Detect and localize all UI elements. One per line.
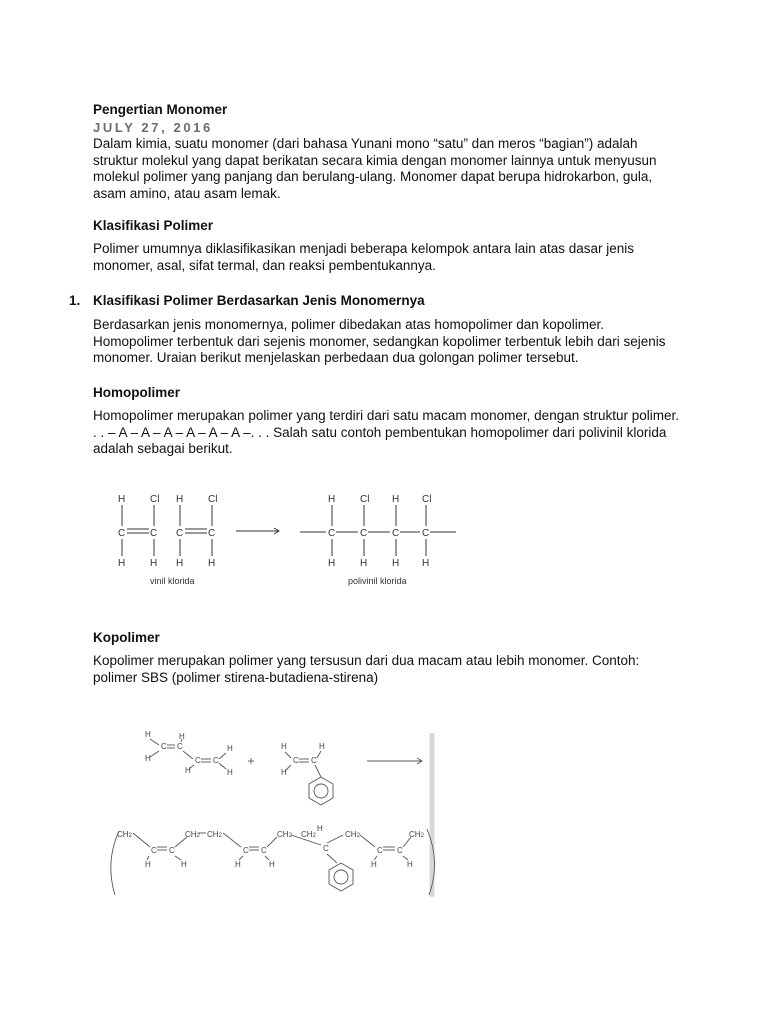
svg-text:CH2: CH2 [185, 830, 200, 839]
atom-h: H [227, 744, 233, 753]
atom-h: H [176, 494, 184, 505]
atom-cl: Cl [208, 494, 218, 505]
atom-ch: CH [277, 830, 289, 839]
atom-h: H [392, 558, 400, 569]
atom-h: H [118, 558, 126, 569]
kopolimer-paragraph: Kopolimer merupakan polimer yang tersusun dari dua macam atau lebih monomer. Contoh: polimer SBS (polimer stirena-butadiena-stirena) [93, 653, 640, 685]
atom-c: C [293, 756, 299, 765]
atom-h: H [269, 860, 275, 869]
atom-h: H [360, 558, 368, 569]
product-label: polivinil klorida [348, 576, 407, 586]
atom-h: H [281, 742, 287, 751]
reactant-label: vinil klorida [150, 576, 195, 586]
atom-h: H [145, 754, 151, 763]
klasifikasi-heading: Klasifikasi Polimer [93, 218, 214, 233]
atom-h: H [281, 768, 287, 777]
atom-c: C [328, 528, 336, 539]
atom-c: C [261, 846, 267, 855]
klasifikasi-paragraph: Polimer umumnya diklasifikasikan menjadi beberapa kelompok antara lain atas dasar jenis monomer, asal, sifat termal, dan reaksi pembentukannya. [93, 241, 635, 273]
article-date: JULY 27, 2016 [93, 120, 213, 135]
atom-ch: CH [185, 830, 197, 839]
atom-cl: Cl [150, 494, 160, 505]
atom-c: C [195, 756, 201, 765]
atom-cl: Cl [422, 494, 432, 505]
atom-ch: CH [207, 830, 219, 839]
atom-h: H [118, 494, 126, 505]
atom-c: C [360, 528, 368, 539]
atom-c: C [311, 756, 317, 765]
atom-c: C [243, 846, 249, 855]
atom-c: C [397, 846, 403, 855]
atom-c: C [150, 528, 158, 539]
atom-h: H [392, 494, 400, 505]
intro-paragraph: Dalam kimia, suatu monomer (dari bahasa Yunani mono “satu” dan meros “bagian”) adalah struktur molekul yang dapat berikatan secara kimia dengan monomer lainnya untuk menyusun molekul polimer yang panjang dan berulang-ulang. Monomer dapat berupa hidrokarbon, gula, asam amino, atau asam lemak. [93, 136, 657, 201]
kopolimer-heading: Kopolimer [93, 630, 160, 645]
atom-ch: CH [301, 830, 313, 839]
atom-h: H [227, 768, 233, 777]
atom-h: H [422, 558, 430, 569]
svg-text:CH2: CH2 [409, 830, 424, 839]
svg-text:CH2: CH2 [345, 830, 360, 839]
atom-ch: CH [345, 830, 357, 839]
atom-ch: CH [409, 830, 421, 839]
atom-c: C [177, 742, 183, 751]
atom-h: H [179, 732, 185, 741]
atom-c: C [208, 528, 216, 539]
homopolimer-paragraph: Homopolimer merupakan polimer yang terdiri dari satu macam monomer, dengan struktur polimer. . . – A – A – A – A – A – A –. . . Salah satu contoh pembentukan homopolimer dari polivinil klorida adalah sebagai berikut. [93, 408, 680, 456]
atom-h: H [176, 558, 184, 569]
svg-text:CH2: CH2 [117, 830, 132, 839]
atom-c: C [169, 846, 175, 855]
svg-text:CH2: CH2 [301, 830, 316, 839]
atom-h: H [407, 860, 413, 869]
section-number: 1. [69, 293, 81, 308]
atom-h: H [145, 860, 151, 869]
atom-h: H [235, 860, 241, 869]
section1-paragraph: Berdasarkan jenis monomernya, polimer dibedakan atas homopolimer dan kopolimer. Homopolimer terbentuk dari sejenis monomer, sedangkan kopolimer terbentuk lebih dari sejenis monomer. Uraian berikut menjelaskan perbedaan dua golongan polimer tersebut. [93, 317, 666, 365]
svg-text:CH2: CH2 [207, 830, 222, 839]
atom-h: H [181, 860, 187, 869]
svg-text:CH2: CH2 [277, 830, 292, 839]
atom-c: C [151, 846, 157, 855]
atom-c: C [392, 528, 400, 539]
atom-c: C [323, 844, 329, 853]
atom-h: H [328, 558, 336, 569]
atom-c: C [213, 756, 219, 765]
article-title: Pengertian Monomer [93, 102, 228, 117]
atom-c: C [118, 528, 126, 539]
homopolimer-heading: Homopolimer [93, 385, 181, 400]
atom-c: C [161, 742, 167, 751]
atom-h: H [328, 494, 336, 505]
pvc-reaction-diagram [110, 490, 470, 590]
atom-c: C [422, 528, 430, 539]
atom-ch: CH [117, 830, 129, 839]
atom-h: H [319, 742, 325, 751]
atom-cl: Cl [360, 494, 370, 505]
sbs-reaction-diagram [105, 725, 445, 900]
atom-c: C [176, 528, 184, 539]
atom-h: H [150, 558, 158, 569]
atom-h: H [185, 766, 191, 775]
atom-c: C [377, 846, 383, 855]
atom-h: H [208, 558, 216, 569]
atom-h: H [317, 824, 323, 833]
atom-h: H [145, 730, 151, 739]
section1-heading: Klasifikasi Polimer Berdasarkan Jenis Monomernya [93, 293, 425, 308]
atom-h: H [371, 860, 377, 869]
